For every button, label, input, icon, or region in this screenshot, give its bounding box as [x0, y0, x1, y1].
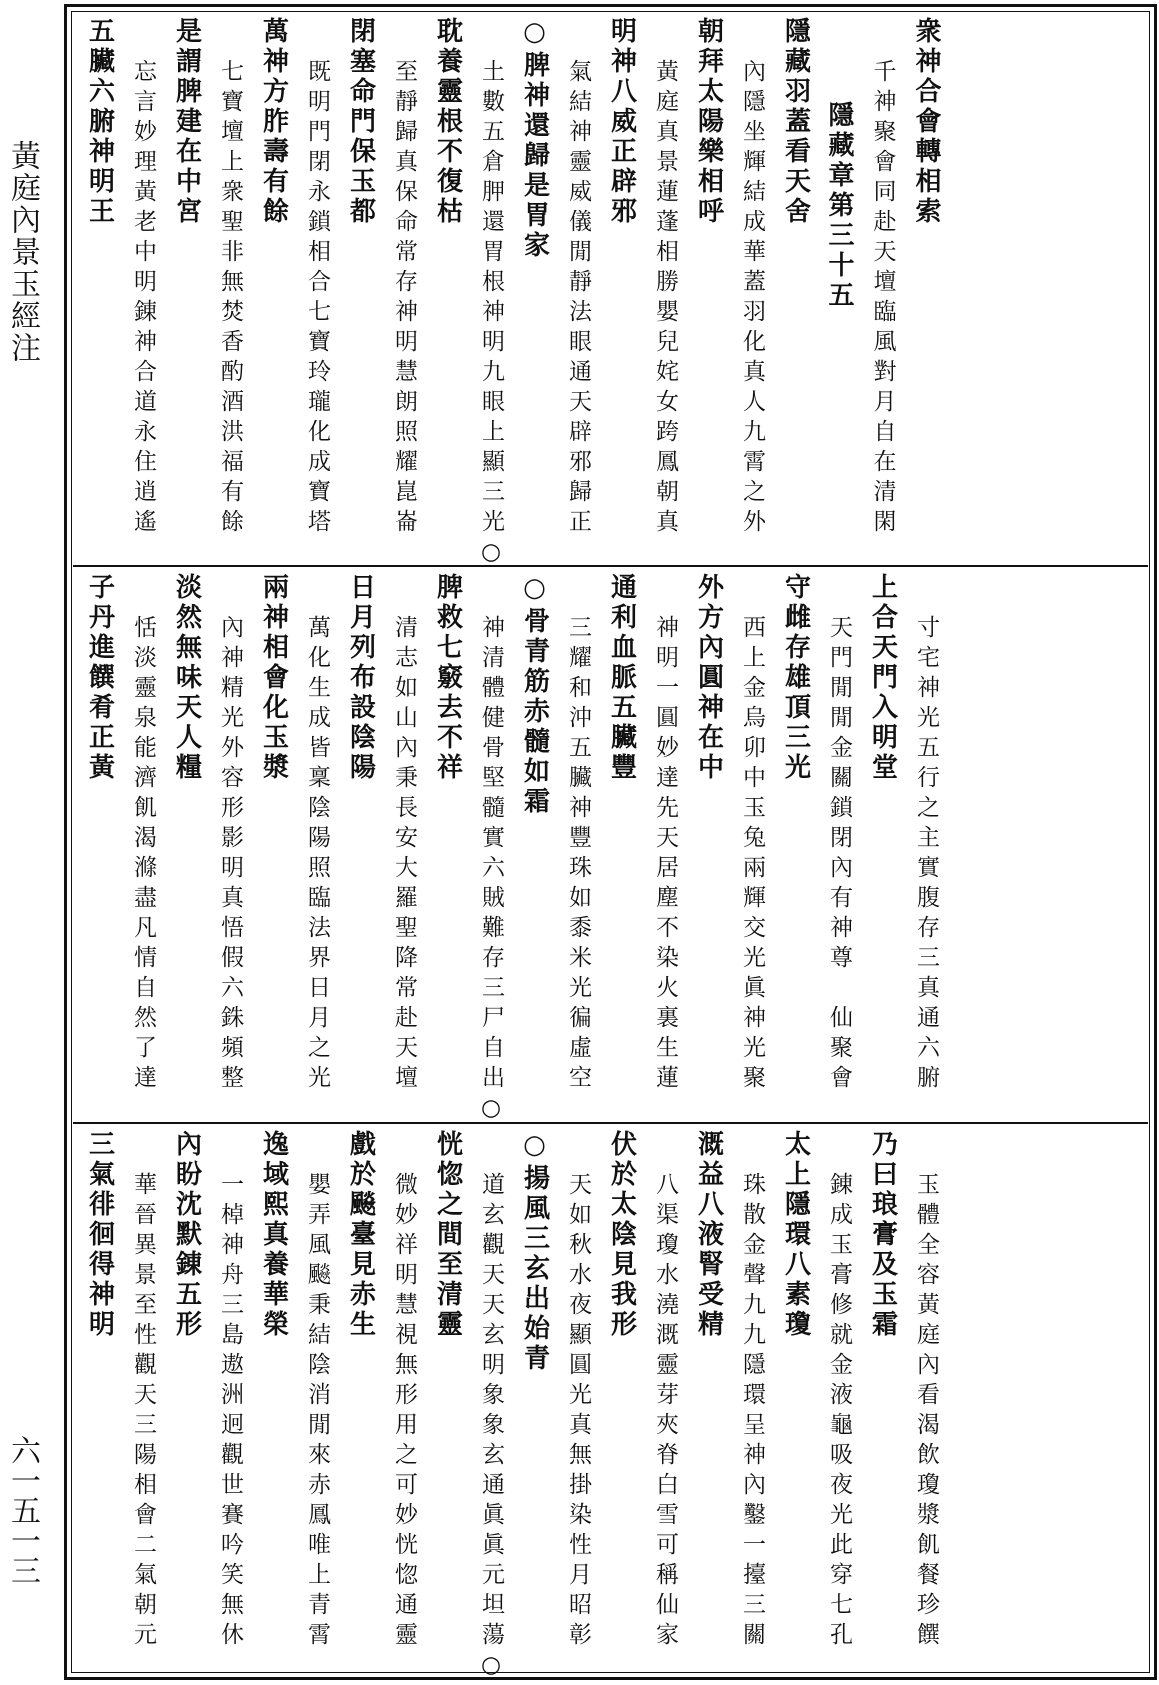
- text-column: 耽養靈根不復枯: [432, 17, 463, 227]
- text-column: 兩神相會化玉漿: [258, 573, 289, 783]
- text-column: 明神八威正辟邪: [606, 17, 637, 227]
- text-column: 三氣徘徊得神明: [84, 1130, 115, 1340]
- text-column: 至靜歸真保命常存神明慧朗照耀崑崙: [391, 59, 417, 539]
- text-column: 神明一圓妙達先天居塵不染火裏生蓮: [652, 615, 678, 1095]
- text-column: 珠散金聲九九隱環呈神內鑿一擡三關: [739, 1172, 765, 1652]
- text-column: 既明門閉永鎖相合七寶玲瓏化成寶塔: [304, 59, 330, 539]
- side-title: 黃庭內景玉經注: [5, 140, 40, 364]
- text-column: 衆神合會轉相索: [911, 17, 941, 227]
- text-column: 玉體全容黃庭內看渴飲瓊漿飢餐珍饌: [913, 1172, 939, 1652]
- text-column: 恍惚之間至清靈: [432, 1130, 463, 1340]
- text-column: 三耀和沖五臟神豐珠如黍米光徧虛空: [565, 615, 591, 1095]
- text-column: 天如秋水夜顯圓光真無掛染性月昭彰: [565, 1172, 591, 1652]
- text-column: 守雌存雄頂三光: [780, 573, 811, 783]
- text-column: 溉益八液腎受精: [693, 1130, 724, 1340]
- text-column: 太上隱環八素瓊: [780, 1130, 811, 1340]
- text-column: 微妙祥明慧視無形用之可妙恍惚通靈: [391, 1172, 417, 1652]
- text-column: 通利血脈五臟豐: [606, 573, 637, 783]
- text-column: 乃曰琅膏及玉霜: [867, 1130, 898, 1340]
- text-column: 神清體健骨堅髓實六賊難存三尸自出○: [478, 615, 504, 1128]
- text-column: 內盼沈默錬五形: [171, 1130, 202, 1340]
- text-column: 萬神方胙壽有餘: [258, 17, 289, 227]
- text-column: 忘言妙理黃老中明錬神合道永住逍遙: [130, 59, 156, 539]
- text-column: 恬淡靈泉能濟飢渴滌盡凡情自然了達: [130, 615, 156, 1095]
- text-column: 氣結神靈威儀閒靜法眼通天辟邪歸正: [565, 59, 591, 539]
- text-column: 寸宅神光五行之主實腹存三真通六腑: [913, 615, 939, 1095]
- text-column: ○骨青筋赤髓如霜: [519, 573, 550, 817]
- register-top: [73, 11, 1148, 572]
- text-column: ○揚風三玄出始青: [519, 1130, 550, 1374]
- columns-bottom: [77, 1130, 947, 1685]
- text-column: 西上金烏卯中玉兔兩輝交光眞神光聚: [739, 615, 765, 1095]
- page-frame: [64, 4, 1157, 1685]
- text-column: 八渠瓊水澆溉靈芽夾脊白雪可稱仙家: [652, 1172, 678, 1652]
- columns-top: [77, 17, 947, 572]
- text-column: 逸域熙真養華榮: [258, 1130, 289, 1340]
- text-column: 內神精光外容形影明真悟假六銖頻整: [217, 615, 243, 1095]
- text-column: 隱藏章第三十五: [824, 101, 854, 311]
- text-column: 五臟六腑神明王: [84, 17, 115, 227]
- text-column: ○脾神還歸是胃家: [519, 17, 550, 261]
- page-folio: 六一五一三: [5, 1435, 40, 1585]
- register-middle: [73, 567, 1148, 1128]
- text-column: 是謂脾建在中宮: [171, 17, 202, 227]
- text-column: 伏於太陰見我形: [606, 1130, 637, 1340]
- register-bottom: [73, 1124, 1148, 1685]
- text-column: 隱藏羽蓋看天舍: [780, 17, 811, 227]
- text-column: 朝拜太陽樂相呼: [693, 17, 724, 227]
- text-column: 道玄觀天天玄明象象玄通眞眞元坦蕩○: [478, 1172, 504, 1685]
- text-column: 內隱坐輝結成華蓋羽化真人九霄之外: [739, 59, 765, 539]
- text-column: 淡然無味天人糧: [171, 573, 202, 783]
- columns-middle: [77, 573, 947, 1128]
- text-column: 清志如山內秉長安大羅聖降常赴天壇: [391, 615, 417, 1095]
- text-column: 外方內圓神在中: [693, 573, 724, 783]
- text-column: 錬成玉膏修就金液龜吸夜光此穿七孔: [826, 1172, 852, 1652]
- text-column: 華晉異景至性觀天三陽相會二氣朝元: [130, 1172, 156, 1652]
- text-column: 天門閒閒金關鎖閉內有神尊 仙聚會: [826, 615, 852, 1095]
- text-column: 嬰弄風飈秉結陰消閒來赤鳳唯上青霄: [304, 1172, 330, 1652]
- text-column: 土數五倉胛還胃根神明九眼上顯三光○: [478, 59, 504, 572]
- text-column: 七寶壇上衆聖非無焚香酌酒洪福有餘: [217, 59, 243, 539]
- text-column: 上合天門入明堂: [867, 573, 898, 783]
- text-column: 閉塞命門保玉都: [345, 17, 376, 227]
- text-column: 子丹進饌肴正黃: [84, 573, 115, 783]
- text-column: 黃庭真景蓮蓬相勝嬰兒姹女跨鳳朝真: [652, 59, 678, 539]
- text-column: 脾救七竅去不祥: [432, 573, 463, 783]
- text-column: 日月列布設陰陽: [345, 573, 376, 783]
- text-column: 千神聚會同赴天壇臨風對月自在清閑: [869, 59, 896, 539]
- text-column: 戲於飈臺見赤生: [345, 1130, 376, 1340]
- text-column: 萬化生成皆稟陰陽照臨法界日月之光: [304, 615, 330, 1095]
- text-column: 一棹神舟三島遨洲迥觀世賽吟笑無休: [217, 1172, 243, 1652]
